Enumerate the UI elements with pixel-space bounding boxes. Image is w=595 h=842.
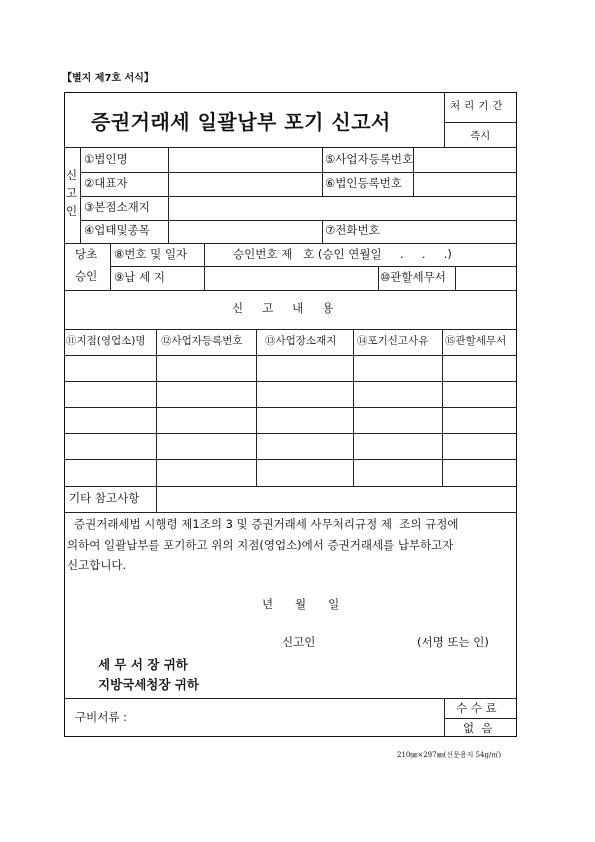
required-documents-label: 구비서류 : bbox=[75, 710, 127, 724]
declaration-line-2: 의하여 일괄납부를 포기하고 위의 지점(영업소)에서 증권거래세를 납부하고자 bbox=[67, 538, 454, 552]
reporter-section-label: 신 고 인 bbox=[66, 168, 78, 218]
col-tax-office: ⑮관할세무서 bbox=[445, 335, 507, 347]
paper-size-footer: 210㎜×297㎜(신문용지 54g/㎡) bbox=[397, 751, 502, 759]
fee-value: 없 음 bbox=[463, 721, 493, 735]
corp-reg-no-label: ⑥법인등록번호 bbox=[325, 176, 402, 190]
head-office-label: ③본점소재지 bbox=[84, 200, 150, 214]
other-notes-label: 기타 참고사항 bbox=[69, 491, 140, 505]
sign-note: (서명 또는 인) bbox=[417, 635, 489, 649]
col-location: ⑬사업장소재지 bbox=[265, 335, 337, 347]
tax-place-label: ⑨납 세 지 bbox=[114, 270, 165, 284]
representative-label: ②대표자 bbox=[84, 176, 128, 190]
tax-office-label: ⑩관할세무서 bbox=[380, 270, 446, 284]
col-branch-name: ⑪지점(영업소)명 bbox=[66, 335, 146, 347]
fee-label: 수 수 료 bbox=[456, 701, 497, 715]
corp-name-label: ①법인명 bbox=[84, 152, 128, 166]
biz-reg-no-label: ⑤사업자등록번호 bbox=[325, 152, 414, 166]
col-biz-reg-no: ⑫사업자등록번호 bbox=[161, 335, 243, 347]
content-header: 신 고 내 용 bbox=[232, 301, 336, 315]
recipient-regional-office: 지방국세청장 귀하 bbox=[98, 677, 199, 692]
date-line: 년 월 일 bbox=[262, 597, 340, 611]
declaration-line-3: 신고합니다. bbox=[67, 558, 127, 572]
business-type-label: ④업태및종목 bbox=[84, 223, 150, 237]
processing-period-value: 즉시 bbox=[470, 130, 491, 142]
annex-label: 【별지 제7호 서식】 bbox=[62, 73, 154, 84]
processing-period-label: 처리기간 bbox=[450, 100, 507, 112]
approval-section-label-2: 승인 bbox=[75, 269, 98, 283]
number-date-label: ⑧번호 및 일자 bbox=[114, 247, 188, 261]
col-reason: ⑭포기신고사유 bbox=[357, 335, 429, 347]
signer-label: 신고인 bbox=[282, 635, 316, 649]
approval-number-text: 승인번호 제 호 (승인 연월일 . . .) bbox=[233, 247, 452, 261]
approval-section-label-1: 당초 bbox=[75, 247, 98, 261]
recipient-tax-office: 세 무 서 장 귀하 bbox=[98, 657, 188, 672]
phone-label: ⑦전화번호 bbox=[325, 223, 380, 237]
form-title: 증권거래세 일괄납부 포기 신고서 bbox=[91, 110, 391, 134]
declaration-line-1: 증권거래세법 시행령 제1조의 3 및 증권거래세 사무처리규정 제 조의 규정에 bbox=[74, 517, 459, 531]
